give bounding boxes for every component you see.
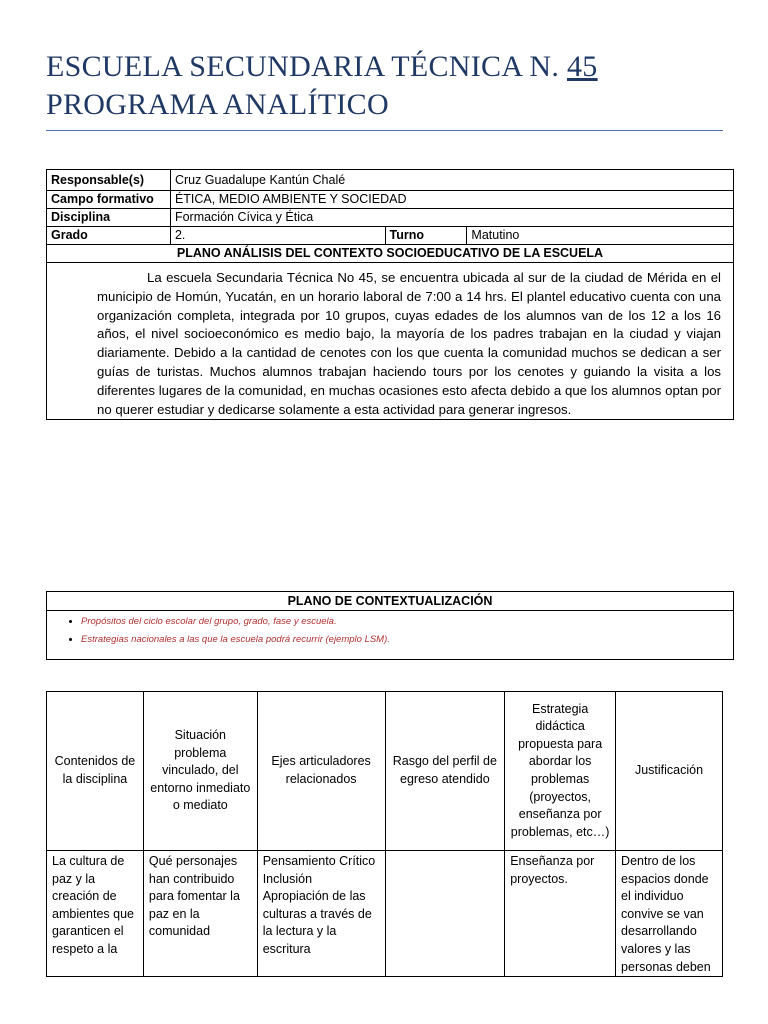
cell-ejes: [257, 851, 385, 977]
ctx-items-row: [47, 611, 734, 660]
ctx-title: PLANO DE CONTEXTUALIZACIÓN: [47, 592, 734, 611]
row-responsable: [47, 170, 734, 191]
ctx-title-row: [47, 592, 734, 611]
disciplina-label: Disciplina: [47, 209, 171, 227]
cell-situacion: Qué personajes han contribuido para fomentar la paz en la comunidad: [143, 851, 257, 977]
row-paragraph: [47, 263, 734, 420]
title-line-1: [46, 48, 726, 86]
contextualizacion-table: [46, 591, 734, 660]
cell-justificacion: Dentro de los espacios donde el individuo convive se van desarrollando valores y las personas deben: [616, 851, 723, 977]
eje-item: Inclusión: [262, 871, 313, 886]
responsable-label: Responsable(s): [47, 170, 171, 191]
title-school-number: 45: [567, 50, 598, 83]
header-justificacion: Justificación: [616, 692, 723, 851]
context-paragraph-cell: [47, 263, 734, 420]
title-divider: [46, 130, 723, 131]
turno-value: Matutino: [467, 227, 734, 245]
programa-table: [46, 691, 723, 977]
cell-rasgo: [385, 851, 505, 977]
header-rasgo: Rasgo del perfil de egreso atendido: [385, 692, 505, 851]
cell-estrategia: Enseñanza por proyectos.: [505, 851, 616, 977]
eje-item: Apropiación de las culturas a través de la lectura y la escritura: [262, 889, 372, 956]
context-paragraph: La escuela Secundaria Técnica No 45, se encuentra ubicada al sur de la ciudad de Mérida en el municipio de Homún, Yucatán, en un horario laboral de 7:00 a 14 hrs. El plantel educativo cuenta con una organización completa, integrada por 10 grupos, cuyas edades de los alumnos van de los 12 a los 16 años, el nivel socioeconómico es medio bajo, la mayoría de los padres trabajan en la ciudad y viajan diariamente. Debido a la cantidad de cenotes con los que cuenta la comunidad muchos se dedican a ser guías de turistas. Muchos alumnos trabajan haciendo tours por los cenotes y guiando la visita a los diferentes lugares de la comunidad, en muchas ocasiones esto afecta debido a que los alumnos optan por no querer estudiar y dedicarse solamente a esta actividad para generar ingresos.: [97, 270, 721, 417]
header-estrategia: Estrategia didáctica propuesta para abordar los problemas (proyectos, enseñanza por problemas, etc…): [505, 692, 616, 851]
programa-header-row: [47, 692, 723, 851]
row-disciplina: [47, 209, 734, 227]
grado-label: Grado: [47, 227, 171, 245]
header-situacion: Situación problema vinculado, del entorno inmediato o mediato: [143, 692, 257, 851]
context-section-title: PLANO ANÁLISIS DEL CONTEXTO SOCIOEDUCATIVO DE LA ESCUELA: [47, 245, 734, 263]
title-school-name: ESCUELA SECUNDARIA TÉCNICA N.: [46, 50, 567, 83]
ctx-list: [51, 613, 729, 649]
header-ejes: Ejes articuladores relacionados: [257, 692, 385, 851]
row-campo: [47, 191, 734, 209]
disciplina-value: Formación Cívica y Ética: [170, 209, 733, 227]
campo-value: ÉTICA, MEDIO AMBIENTE Y SOCIEDAD: [170, 191, 733, 209]
cell-contenido: La cultura de paz y la creación de ambientes que garanticen el respeto a la: [47, 851, 144, 977]
title-line-2: PROGRAMA ANALÍTICO: [46, 88, 389, 121]
campo-label: Campo formativo: [47, 191, 171, 209]
eje-item: Pensamiento Crítico: [262, 854, 376, 868]
header-contenidos: Contenidos de la disciplina: [47, 692, 144, 851]
row-grado: [47, 227, 734, 245]
list-item: • Estrategias nacionales a las que la escuela podrá recurrir (ejemplo LSM).: [81, 631, 729, 649]
responsable-value: Cruz Guadalupe Kantún Chalé: [170, 170, 733, 191]
info-table: [46, 169, 734, 420]
grado-value: 2.: [170, 227, 385, 245]
list-item: • Propósitos del ciclo escolar del grupo, grado, fase y escuela.: [81, 613, 729, 631]
turno-label: Turno: [385, 227, 467, 245]
row-section-title: [47, 245, 734, 263]
table-row: [47, 851, 723, 977]
page-title: [46, 48, 726, 124]
